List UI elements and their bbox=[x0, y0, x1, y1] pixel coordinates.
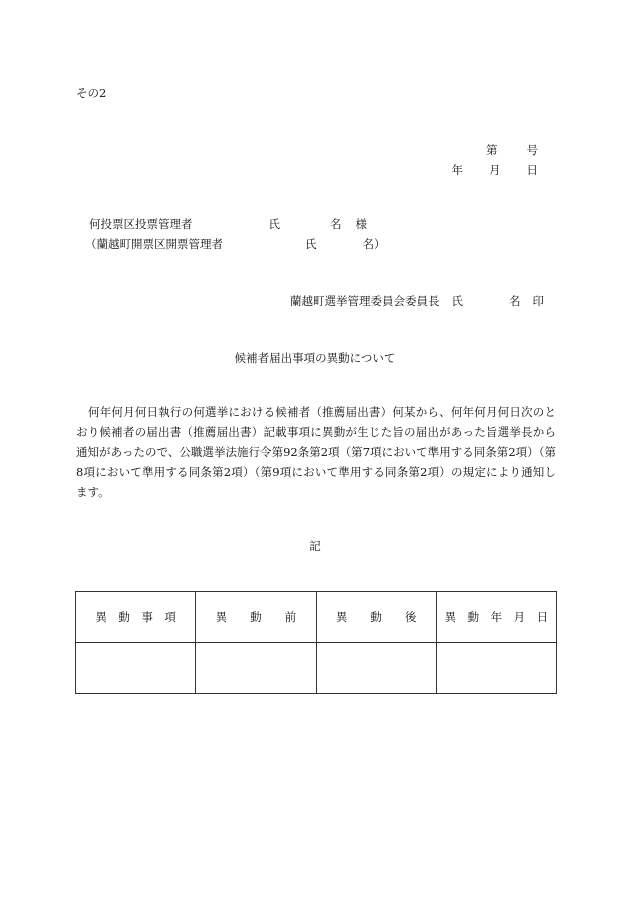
addressee-title: 何投票区投票管理者 bbox=[89, 217, 193, 231]
form-number: その2 bbox=[76, 86, 107, 100]
addressee-alt-mei: 名） bbox=[362, 237, 386, 251]
issuer-shi: 氏 bbox=[451, 294, 463, 308]
header-before: 異 動 前 bbox=[196, 592, 316, 643]
reference-date bbox=[452, 162, 539, 178]
cell-after[interactable] bbox=[316, 643, 436, 694]
cell-change-item[interactable] bbox=[76, 643, 196, 694]
header-after: 異 動 後 bbox=[316, 592, 436, 643]
date-year: 年 bbox=[451, 163, 463, 177]
issuer-seal: 印 bbox=[532, 294, 544, 308]
ki-heading: 記 bbox=[309, 539, 321, 553]
date-month: 月 bbox=[489, 163, 501, 177]
date-day: 日 bbox=[526, 163, 538, 177]
table-row bbox=[76, 643, 557, 694]
reference-number bbox=[486, 142, 538, 158]
issuer-line bbox=[290, 293, 544, 309]
addressee-shi: 氏 bbox=[268, 217, 280, 231]
addressee-alt-title: （蘭越町開票区開票管理者 bbox=[85, 237, 223, 251]
issuer-title: 蘭越町選挙管理委員会委員長 bbox=[290, 294, 440, 308]
addressee-line-2 bbox=[85, 236, 386, 252]
issuer-mei: 名 bbox=[509, 294, 521, 308]
body-paragraph: 何年何月何日執行の何選挙における候補者（推薦届出書）何某から、何年何月何日次のとおり候補者の届出書（推薦届出書）記載事項に異動が生じた旨の届出があった旨選挙長から通知があったので、公職選挙法施行令第92条第2項（第7項において準用する同条第2項）（第8項において準用する同条第2項）（第9項において準用する同条第2項）の規定により通知します。 bbox=[76, 405, 556, 499]
addressee-line-1 bbox=[89, 216, 367, 232]
header-change-item: 異 動 事 項 bbox=[76, 592, 196, 643]
cell-change-date[interactable] bbox=[436, 643, 556, 694]
number-prefix: 第 bbox=[486, 143, 498, 157]
addressee-alt-shi: 氏 bbox=[305, 237, 317, 251]
changes-table bbox=[75, 591, 557, 694]
header-change-date: 異 動 年 月 日 bbox=[436, 592, 556, 643]
addressee-mei: 名 bbox=[330, 217, 342, 231]
number-suffix: 号 bbox=[526, 143, 538, 157]
cell-before[interactable] bbox=[196, 643, 316, 694]
addressee-sama: 様 bbox=[355, 217, 367, 231]
table-header-row bbox=[76, 592, 557, 643]
document-title: 候補者届出事項の異動について bbox=[234, 351, 396, 365]
